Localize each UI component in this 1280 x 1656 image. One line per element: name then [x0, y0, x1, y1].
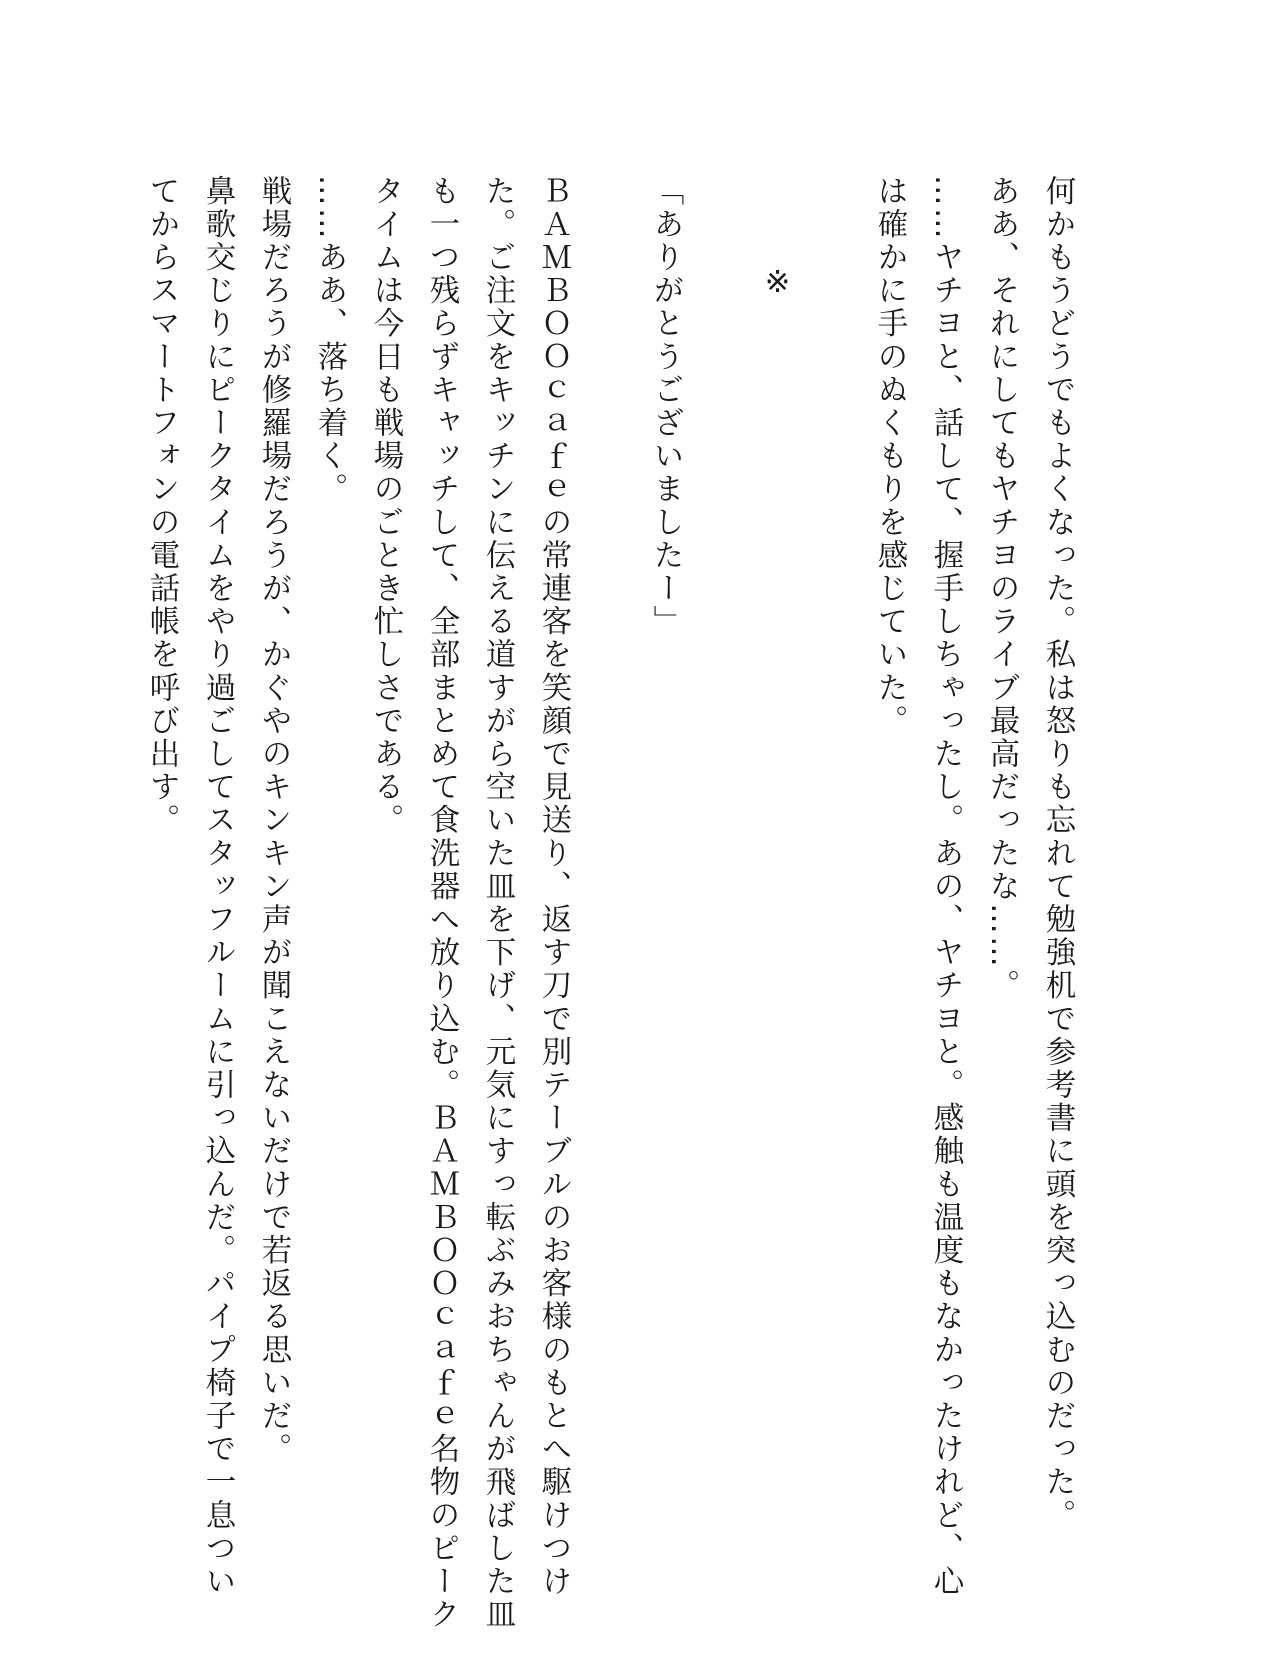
text-line: ああ、それにしてもヤチヨのライブ最高だったな……。: [984, 175, 1019, 1003]
text-line: 戦場だろうが修羅場だろうが、かぐやのキンキン声が聞こえないだけで若返る思いだ。: [256, 175, 291, 1466]
text-line: てからスマートフォンの電話帳を呼び出す。: [144, 175, 179, 837]
blank-line: [581, 175, 637, 1505]
text-line: た。ご注文をキッチンに伝える道すがら空いた皿を下げ、元気にすっ転ぶみおちゃんが飛ばした皿: [480, 175, 515, 1632]
text-line: 鼻歌交じりにピークタイムをやり過ごしてスタッフルームに引っ込んだ。パイプ椅子で一息つい: [200, 175, 235, 1599]
text-line: ……ヤチヨと、話して、握手しちゃったし。あの、ヤチヨと。感触も温度もなかったけれど、心: [928, 175, 963, 1599]
text-line: ＢＡＭＢＯＯｃａｆｅの常連客を笑顔で見送り、返す刀で別テーブルのお客様のもとへ駆けつけ: [536, 175, 571, 1599]
vertical-text-body: [133, 175, 1085, 1632]
section-break-mark: ※: [760, 265, 795, 303]
text-line: も一つ残らずキャッチして、全部まとめて食洗器へ放り込む。ＢＡＭＢＯＯｃａｆｅ名物のピーク: [424, 175, 459, 1632]
text-line: 何かもうどうでもよくなった。私は怒りも忘れて勉強机で参考書に頭を突っ込むのだった。: [1040, 175, 1075, 1533]
text-line: タイムは今日も戦場のごとき忙しさである。: [368, 175, 403, 837]
text-line: ……ああ、落ち着く。: [312, 175, 347, 506]
text-line: は確かに手のぬくもりを感じていた。: [872, 175, 907, 738]
blank-line: [693, 175, 749, 1505]
dialogue-line: 「ありがとうございましたー」: [648, 175, 683, 639]
blank-line: [805, 175, 861, 1505]
